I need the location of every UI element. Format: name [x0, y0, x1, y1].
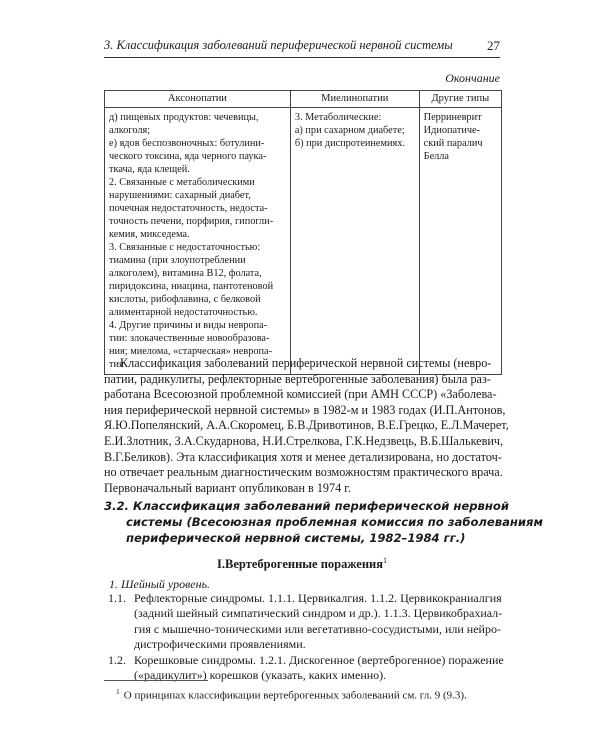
header-myelinopathy: Миелинопатии — [290, 91, 419, 108]
header-rule — [104, 57, 500, 58]
paragraph-line: Я.Ю.Попелянский, А.А.Скоромец, Б.В.Дривотинов, В.Е.Грецко, Е.Л.Мачерет, — [104, 418, 509, 433]
cell-line: ский паралич — [423, 138, 483, 149]
myelinopathy-cell — [290, 108, 419, 375]
paragraph-line: В.Г.Беликов). Эта классификация хотя и менее детализирована, но достаточ- — [104, 449, 502, 464]
table-row — [105, 108, 502, 375]
cell-line: д) пищевых продуктов: чечевицы, — [109, 112, 259, 123]
paragraph-line: патии, радикулиты, рефлекторные вертеброгенные заболевания) была раз- — [104, 371, 491, 386]
cell-line: ния; миелома, «старческая» невропа- — [109, 346, 273, 357]
footnote-rule — [104, 680, 208, 681]
cell-line: алкоголем), витамина B12, фолата, — [109, 268, 262, 279]
cell-line: ческого токсина, яда черного паука- — [109, 151, 267, 162]
cell-line: б) при диспротеинемиях. — [294, 138, 405, 149]
cell-line: алиментарной недостаточностью. — [109, 307, 258, 318]
page-number: 27 — [487, 38, 500, 53]
item-number: 1.1. — [108, 591, 126, 605]
footnote-text: О принципах классификации вертеброгенных заболеваний см. гл. 9 (9.3). — [123, 689, 467, 702]
heading-line: периферической нервной системы, 1982–1984 гг.) — [126, 531, 466, 545]
item-continuation: гия с мышечно-тоническими или вегетативно-сосудистыми, или нейро- — [134, 621, 501, 636]
heading-line: системы (Всесоюзная проблемная комиссия по заболеваниям — [126, 515, 543, 529]
cell-line: пиридоксина, ниацина, пантотеновой — [109, 281, 274, 292]
paragraph-line: Классификация заболеваний периферической нервной системы (невро- — [120, 356, 492, 370]
item-continuation: («радикулит») корешков (указать, каких именно). — [134, 668, 387, 683]
cell-line: Перриневрит — [423, 112, 482, 123]
item-continuation: (задний шейный симпатический синдром и др.). 1.1.3. Цервикобрахиал- — [134, 606, 503, 621]
cell-line: точность печени, порфирия, гипогли- — [109, 216, 274, 227]
body-paragraph — [104, 356, 509, 496]
list-item — [104, 591, 504, 606]
item-text: Рефлекторные синдромы. 1.1.1. Цервикалгия. 1.1.2. Цервикокраниалгия — [134, 591, 502, 605]
other-types-cell — [419, 108, 501, 375]
table-header-row — [105, 91, 502, 108]
cell-line: тия — [109, 359, 124, 370]
classification-list — [104, 591, 504, 683]
paragraph-line: работана Всесоюзной проблемной комиссией (при АМН СССР) «Заболева- — [104, 387, 497, 402]
heading-line: 3.2. Классификация заболеваний периферической нервной — [104, 499, 509, 513]
cell-line: тиамина (при злоупотреблении — [109, 255, 246, 266]
cell-line: ткача, яда клещей. — [109, 164, 190, 175]
table-caption: Окончание — [445, 71, 500, 85]
section-heading — [104, 498, 543, 546]
running-title: 3. Классификация заболеваний периферической нервной системы — [104, 38, 453, 52]
item-text: Корешковые синдромы. 1.2.1. Дискогенное (вертеброгенное) поражение — [134, 652, 504, 667]
paragraph-line: Е.И.Злотник, З.А.Скударнова, Н.И.Стрелкова, Г.К.Недзвець, В.Б.Шалькевич, — [104, 433, 504, 448]
axonopathy-cell — [105, 108, 291, 375]
paragraph-line: Первоначальный вариант опубликован в 1974 г. — [104, 480, 351, 495]
header-other-types: Другие типы — [419, 91, 501, 108]
cell-line: нарушениями: сахарный диабет, — [109, 190, 251, 201]
cell-line: Белла — [423, 151, 450, 162]
footnote-mark: 1 — [116, 687, 120, 696]
subheading-text: I.Вертеброгенные поражения — [217, 557, 383, 572]
cell-line: тии: злокачественные новообразова- — [109, 333, 270, 344]
cell-line: Идиопатиче- — [423, 125, 481, 136]
item-number: 1.2. — [108, 652, 126, 667]
cell-line: кислоты, рибофлавина, с белковой — [109, 294, 261, 305]
cell-line: 4. Другие причины и виды невропа- — [109, 320, 268, 331]
cell-line: 3. Метаболические: — [294, 112, 382, 123]
cell-line: е) ядов беспозвоночных: ботулини- — [109, 138, 265, 149]
cell-line: алкоголя; — [109, 125, 151, 136]
item-continuation: дистрофическими проявлениями. — [134, 637, 306, 652]
list-item — [104, 653, 504, 668]
cell-line: кемия, микседема. — [109, 229, 190, 240]
cell-line: почечная недостаточность, недоста- — [109, 203, 268, 214]
cell-line: 2. Связанные с метаболическими — [109, 177, 255, 188]
cell-line: 3. Связанные с недостаточностью: — [109, 242, 261, 253]
classification-table — [104, 90, 502, 375]
paragraph-line: ния периферической нервной системы» в 1982-м и 1983 годах (И.П.Антонов, — [104, 402, 506, 417]
footnote-ref: 1 — [382, 556, 387, 565]
cell-line: а) при сахарном диабете; — [294, 125, 405, 136]
header-axonopathy: Аксонопатии — [105, 91, 291, 108]
subheading — [104, 556, 500, 572]
level-title: 1. Шейный уровень. — [109, 577, 211, 591]
paragraph-line: но отвечает реальным диагностическим возможностям практического врача. — [104, 465, 503, 480]
footnote — [104, 687, 504, 702]
